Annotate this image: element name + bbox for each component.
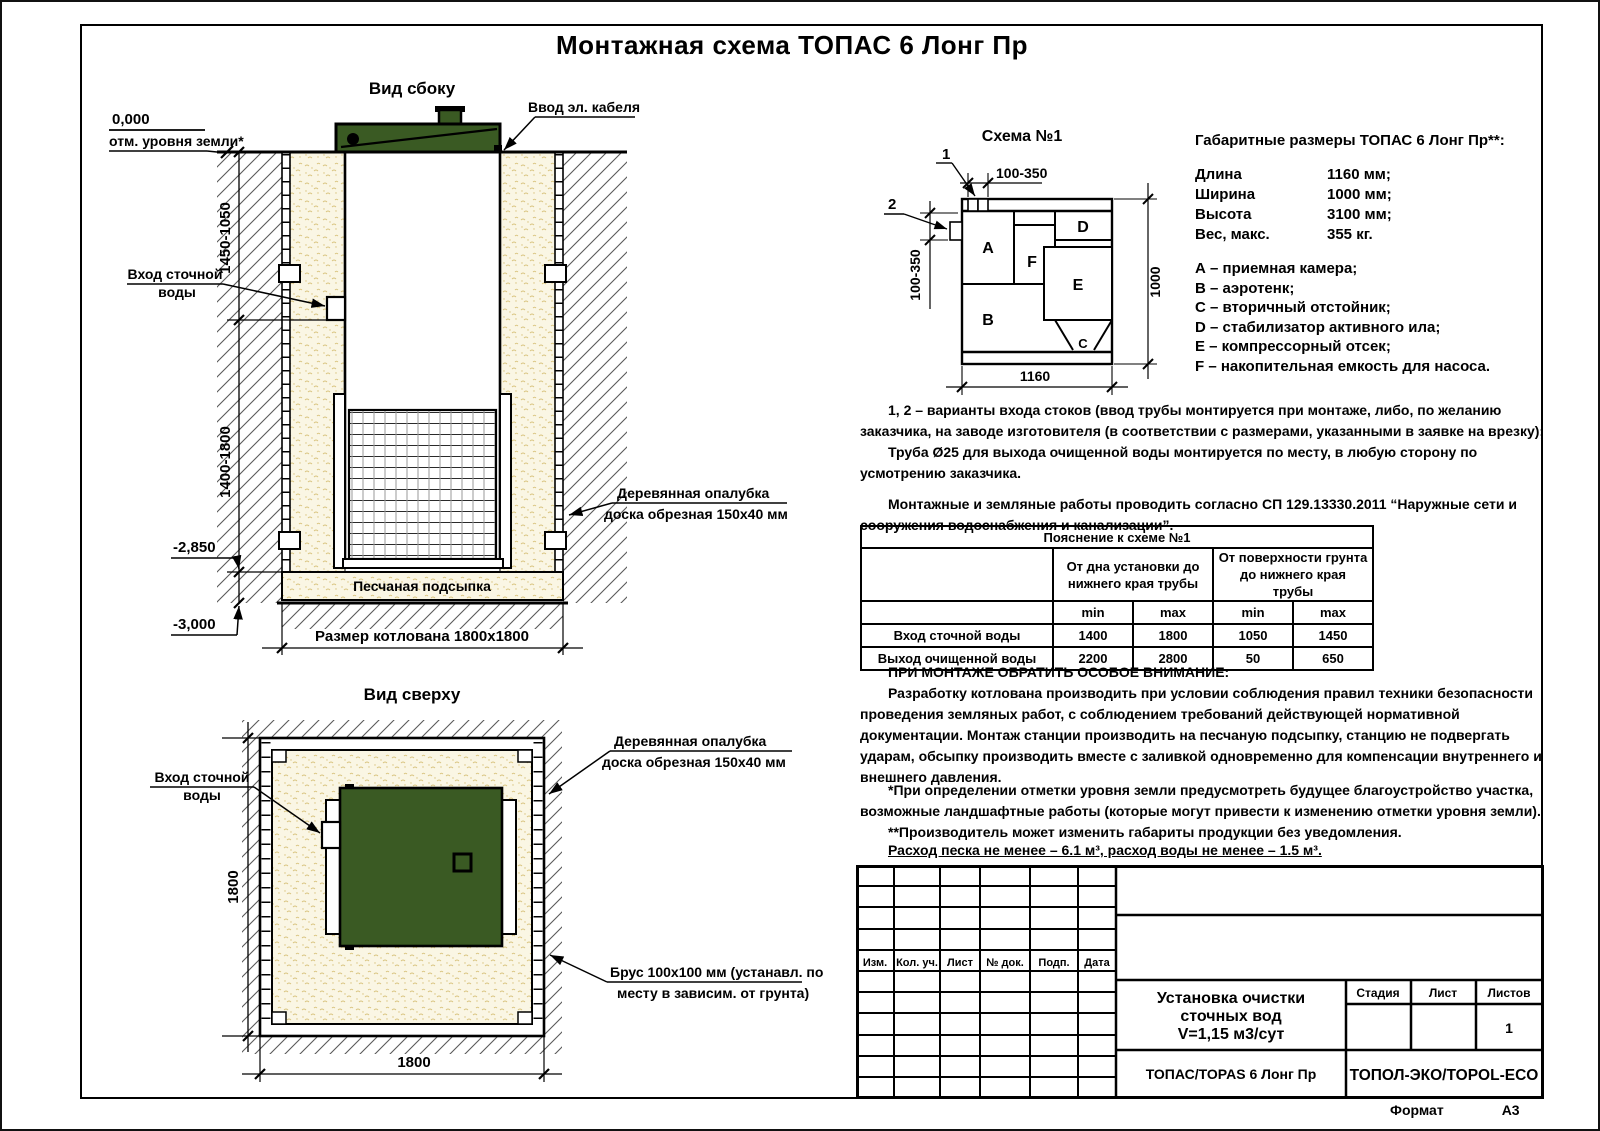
schema-drawing (862, 117, 1197, 412)
stage-header: Стадия (1356, 986, 1400, 1000)
sand-consumption-note: Расход песка не менее – 6.1 м³, расход воды не менее – 1.5 м³. (888, 842, 1322, 858)
specs-rows (1195, 165, 1525, 245)
spec-value: 355 кг. (1327, 226, 1373, 243)
footnote-1: *При определении отметки уровня земли предусмотреть будущее благоустройство участка, возможные ландшафтные работы (которые могут привести к изменению отметки уровня земли). (860, 782, 1541, 819)
elevation-2850: -2,850 (173, 539, 216, 556)
inlet-pipe-top (322, 822, 340, 848)
legend-item: С – вторичный отстойник; (1195, 299, 1391, 317)
note-sp: Монтажные и земляные работы проводить согласно СП 129.13330.2011 “Наружные сети и сооружения водоснабжения и канализации”. (860, 496, 1517, 533)
elevation-3000: -3,000 (173, 616, 216, 633)
dim-lower: 1400-1800 (217, 426, 234, 498)
spec-label: Вес, макс. (1195, 226, 1270, 243)
col-max: max (1133, 601, 1213, 624)
schema-mark-1: 1 (942, 146, 951, 163)
top-formwork-label-2: доска обрезная 150х40 мм (602, 754, 786, 770)
sheet-header: Лист (1428, 986, 1458, 1000)
col-min: min (1053, 601, 1133, 624)
company-name: ТОПОЛ-ЭКО/TOPOL-ECO (1349, 1067, 1539, 1084)
schema-dim-bottom (946, 366, 1128, 395)
format-value: А3 (1501, 1102, 1520, 1118)
table-group-1: От дна установки до нижнего края трубы (1053, 548, 1213, 601)
sand-bedding-label: Песчаная подсыпка (353, 578, 491, 594)
beam-callout (550, 955, 823, 1001)
format-label: Формат (1390, 1102, 1444, 1118)
header-podp: Подп. (1038, 957, 1070, 969)
lid-latch (347, 133, 359, 145)
model-name: ТОПАС/TOPAS 6 Лонг Пр (1145, 1066, 1317, 1082)
specs-title: Габаритные размеры ТОПАС 6 Лонг Пр**: (1195, 132, 1505, 149)
tank-body (334, 152, 511, 568)
col-max: max (1293, 601, 1373, 624)
inlet-label-1: Вход сточной (127, 266, 223, 282)
tank-ribbed-section (349, 410, 496, 559)
ground-elevation: 0,000 (112, 111, 150, 128)
footnote-2: **Производитель может изменить габариты продукции без уведомления. (888, 824, 1402, 840)
header-ndok: № док. (986, 957, 1024, 969)
schema-inlet-2 (884, 196, 962, 240)
table-row: Вход сточной воды 1400 1800 1050 1450 (861, 624, 1373, 647)
cable-entry-label: Ввод эл. кабеля (527, 99, 641, 115)
cable-gland (494, 145, 502, 153)
legend-item: А – приемная камера; (1195, 260, 1358, 277)
notes-variants (860, 400, 1552, 536)
top-formwork-label-1: Деревянная опалубка (614, 733, 767, 749)
compartment-legend (1195, 259, 1525, 377)
ground-elevation-sub: отм. уровня земли* (109, 133, 244, 149)
header-list: Лист (947, 957, 973, 969)
col-min: min (1213, 601, 1293, 624)
top-view-drawing (102, 682, 847, 1102)
doc-title-3: V=1,15 м3/сут (1177, 1026, 1285, 1043)
page-title: Монтажная схема ТОПАС 6 Лонг Пр (556, 30, 1028, 60)
schema-mark-2: 2 (888, 196, 897, 213)
formwork-label-1: Деревянная опалубка (617, 485, 770, 501)
dim-1800-left: 1800 (225, 870, 242, 904)
top-view-title: Вид сверху (363, 685, 461, 704)
spec-value: 1160 мм; (1327, 166, 1391, 183)
sheets-value: 1 (1505, 1020, 1513, 1036)
tank-lid-top (340, 788, 502, 946)
compartment-a: A (982, 240, 994, 257)
beam-label-1: Брус 100х100 мм (устанавл. по (610, 964, 824, 980)
side-board-right (502, 800, 516, 934)
compartment-c: C (1078, 336, 1088, 351)
table-title: Пояснение к схеме №1 (861, 526, 1373, 548)
header-data: Дата (1084, 957, 1110, 969)
tank-lid (336, 106, 502, 153)
dim-1800-bottom: 1800 (397, 1054, 431, 1071)
compartment-f: F (1027, 254, 1037, 271)
elevation-3000-callout (171, 606, 239, 635)
top-formwork-callout (549, 733, 792, 794)
spec-value: 3100 мм; (1327, 206, 1392, 223)
formwork-label-2: доска обрезная 150х40 мм (604, 506, 788, 522)
spec-label: Ширина (1195, 186, 1256, 203)
schema-dim-left-label: 100-350 (907, 249, 923, 301)
note-variants-2: Труба Ø25 для выхода очищенной воды монтируется по месту, в любую сторону по усмотрению заказчика. (860, 444, 1478, 481)
inlet-label-2: воды (158, 284, 196, 300)
format-note (1390, 1102, 1550, 1118)
pit-size-label: Размер котлована 1800х1800 (315, 628, 529, 645)
vent-square (454, 854, 471, 871)
attention-title: ПРИ МОНТАЖЕ ОБРАТИТЬ ОСОБОЕ ВНИМАНИЕ: (888, 664, 1230, 680)
sand-bedding (277, 572, 568, 603)
doc-title-2: сточных вод (1180, 1008, 1282, 1025)
legend-item: Е – компрессорный отсек; (1195, 338, 1391, 356)
side-board-left (326, 800, 340, 934)
legend-item: В – аэротенк; (1195, 279, 1295, 297)
top-inlet-label-2: воды (183, 787, 221, 803)
sheets-header: Листов (1487, 986, 1531, 1000)
schema-title: Схема №1 (981, 128, 1063, 145)
explanation-table (860, 525, 1374, 671)
inlet-pipe (327, 297, 345, 320)
table-group-2: От поверхности грунта до нижнего края трубы (1213, 548, 1373, 601)
doc-title-1: Установка очистки (1156, 990, 1306, 1007)
schema-dim-bottom-label: 1160 (1019, 368, 1051, 384)
legend-item: D – стабилизатор активного ила; (1195, 318, 1441, 336)
compartment-b: B (982, 312, 994, 329)
spec-label: Высота (1195, 206, 1252, 223)
specs-block (1195, 132, 1525, 377)
beam-label-2: месту в зависим. от грунта) (617, 985, 810, 1001)
spec-value: 1000 мм; (1327, 186, 1392, 203)
footnotes-block (860, 780, 1552, 843)
attention-block (860, 662, 1552, 788)
side-view-drawing (87, 72, 832, 697)
attention-body: Разработку котлована производить при условии соблюдения правил техники безопасности проведения земляных работ, с соблюдением требований действующей нормативной документации. Монтаж станции производить на песчаную подсыпку, станцию не подвергать ударам, обсыпку производить вместе с заливкой одновременно для компенсации внутреннего и внешнего давления. (860, 685, 1542, 785)
table-row: Выход очищенной воды 2200 2800 50 650 (861, 647, 1373, 670)
side-view-title: Вид сбоку (368, 79, 456, 98)
schema-dim-top-label: 100-350 (996, 165, 1048, 181)
title-block (856, 865, 1544, 1099)
header-koluch: Кол. уч. (896, 957, 938, 969)
schema-dim-right-label: 1000 (1147, 266, 1163, 298)
header-izm: Изм. (862, 957, 888, 969)
top-inlet-label-1: Вход сточной (154, 769, 250, 785)
cable-entry-callout (504, 99, 640, 150)
note-variants-1: 1, 2 – варианты входа стоков (ввод трубы монтируется при монтаже, либо, по желанию заказчика, на заводе изготовителя (в соответствии с размерами, указанными в заявке на врезку); (860, 402, 1545, 439)
compartment-e: E (1072, 277, 1084, 294)
spec-label: Длина (1195, 166, 1242, 183)
row-label: Выход очищенной воды (861, 647, 1053, 670)
row-label: Вход сточной воды (861, 624, 1053, 647)
compartment-d: D (1077, 219, 1089, 236)
tank-top (322, 784, 516, 950)
schema-dim-right (1114, 183, 1163, 379)
legend-item: F – накопительная емкость для насоса. (1195, 357, 1491, 375)
dim-upper: 1450-1050 (217, 202, 234, 274)
